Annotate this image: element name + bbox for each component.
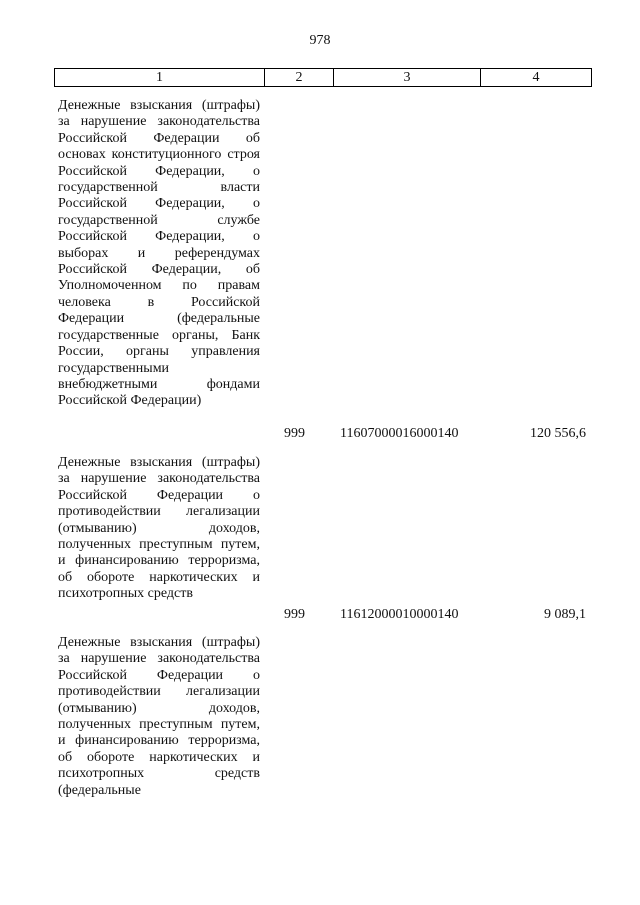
row-description: Денежные взыскания (штрафы) за нарушение законодательства Российской Федерации о противодействии легализации (отмыванию) доходов, полученных преступным путем, и финансированию терроризма, об обороте наркотических и психотропных средств	[58, 455, 260, 602]
header-col-2: 2	[265, 69, 334, 86]
row-description: Денежные взыскания (штрафы) за нарушение законодательства Российской Федерации о противодействии легализации (отмыванию) доходов, полученных преступным путем, и финансированию терроризма, об обороте наркотических и психотропных средств (федеральные	[58, 635, 260, 798]
header-col-1: 1	[55, 69, 265, 86]
row-admin-code: 999	[284, 607, 305, 622]
table-row	[54, 98, 592, 443]
table-header	[54, 68, 592, 87]
row-admin-code: 999	[284, 426, 305, 441]
row-amount: 120 556,6	[530, 426, 586, 441]
row-kbk-code: 11607000016000140	[340, 426, 459, 441]
header-col-4: 4	[532, 70, 540, 85]
header-col-3: 3	[334, 69, 481, 86]
row-amount: 9 089,1	[544, 607, 586, 622]
row-description: Денежные взыскания (штрафы) за нарушение законодательства Российской Федерации об основах конституционного строя Российской Федерации, о государственной власти Российской Федерации, о государственной службе Российской Федерации, о выборах и референдумах Российской Федерации, об Уполномоченном по правам человека в Российской Федерации (федеральные государственные органы, Банк России, органы управления государственными внебюджетными фондами Российской Федерации)	[58, 98, 260, 409]
page-number: 978	[309, 33, 331, 48]
table-row	[54, 455, 592, 625]
table-row	[54, 635, 592, 835]
row-kbk-code: 11612000010000140	[340, 607, 459, 622]
